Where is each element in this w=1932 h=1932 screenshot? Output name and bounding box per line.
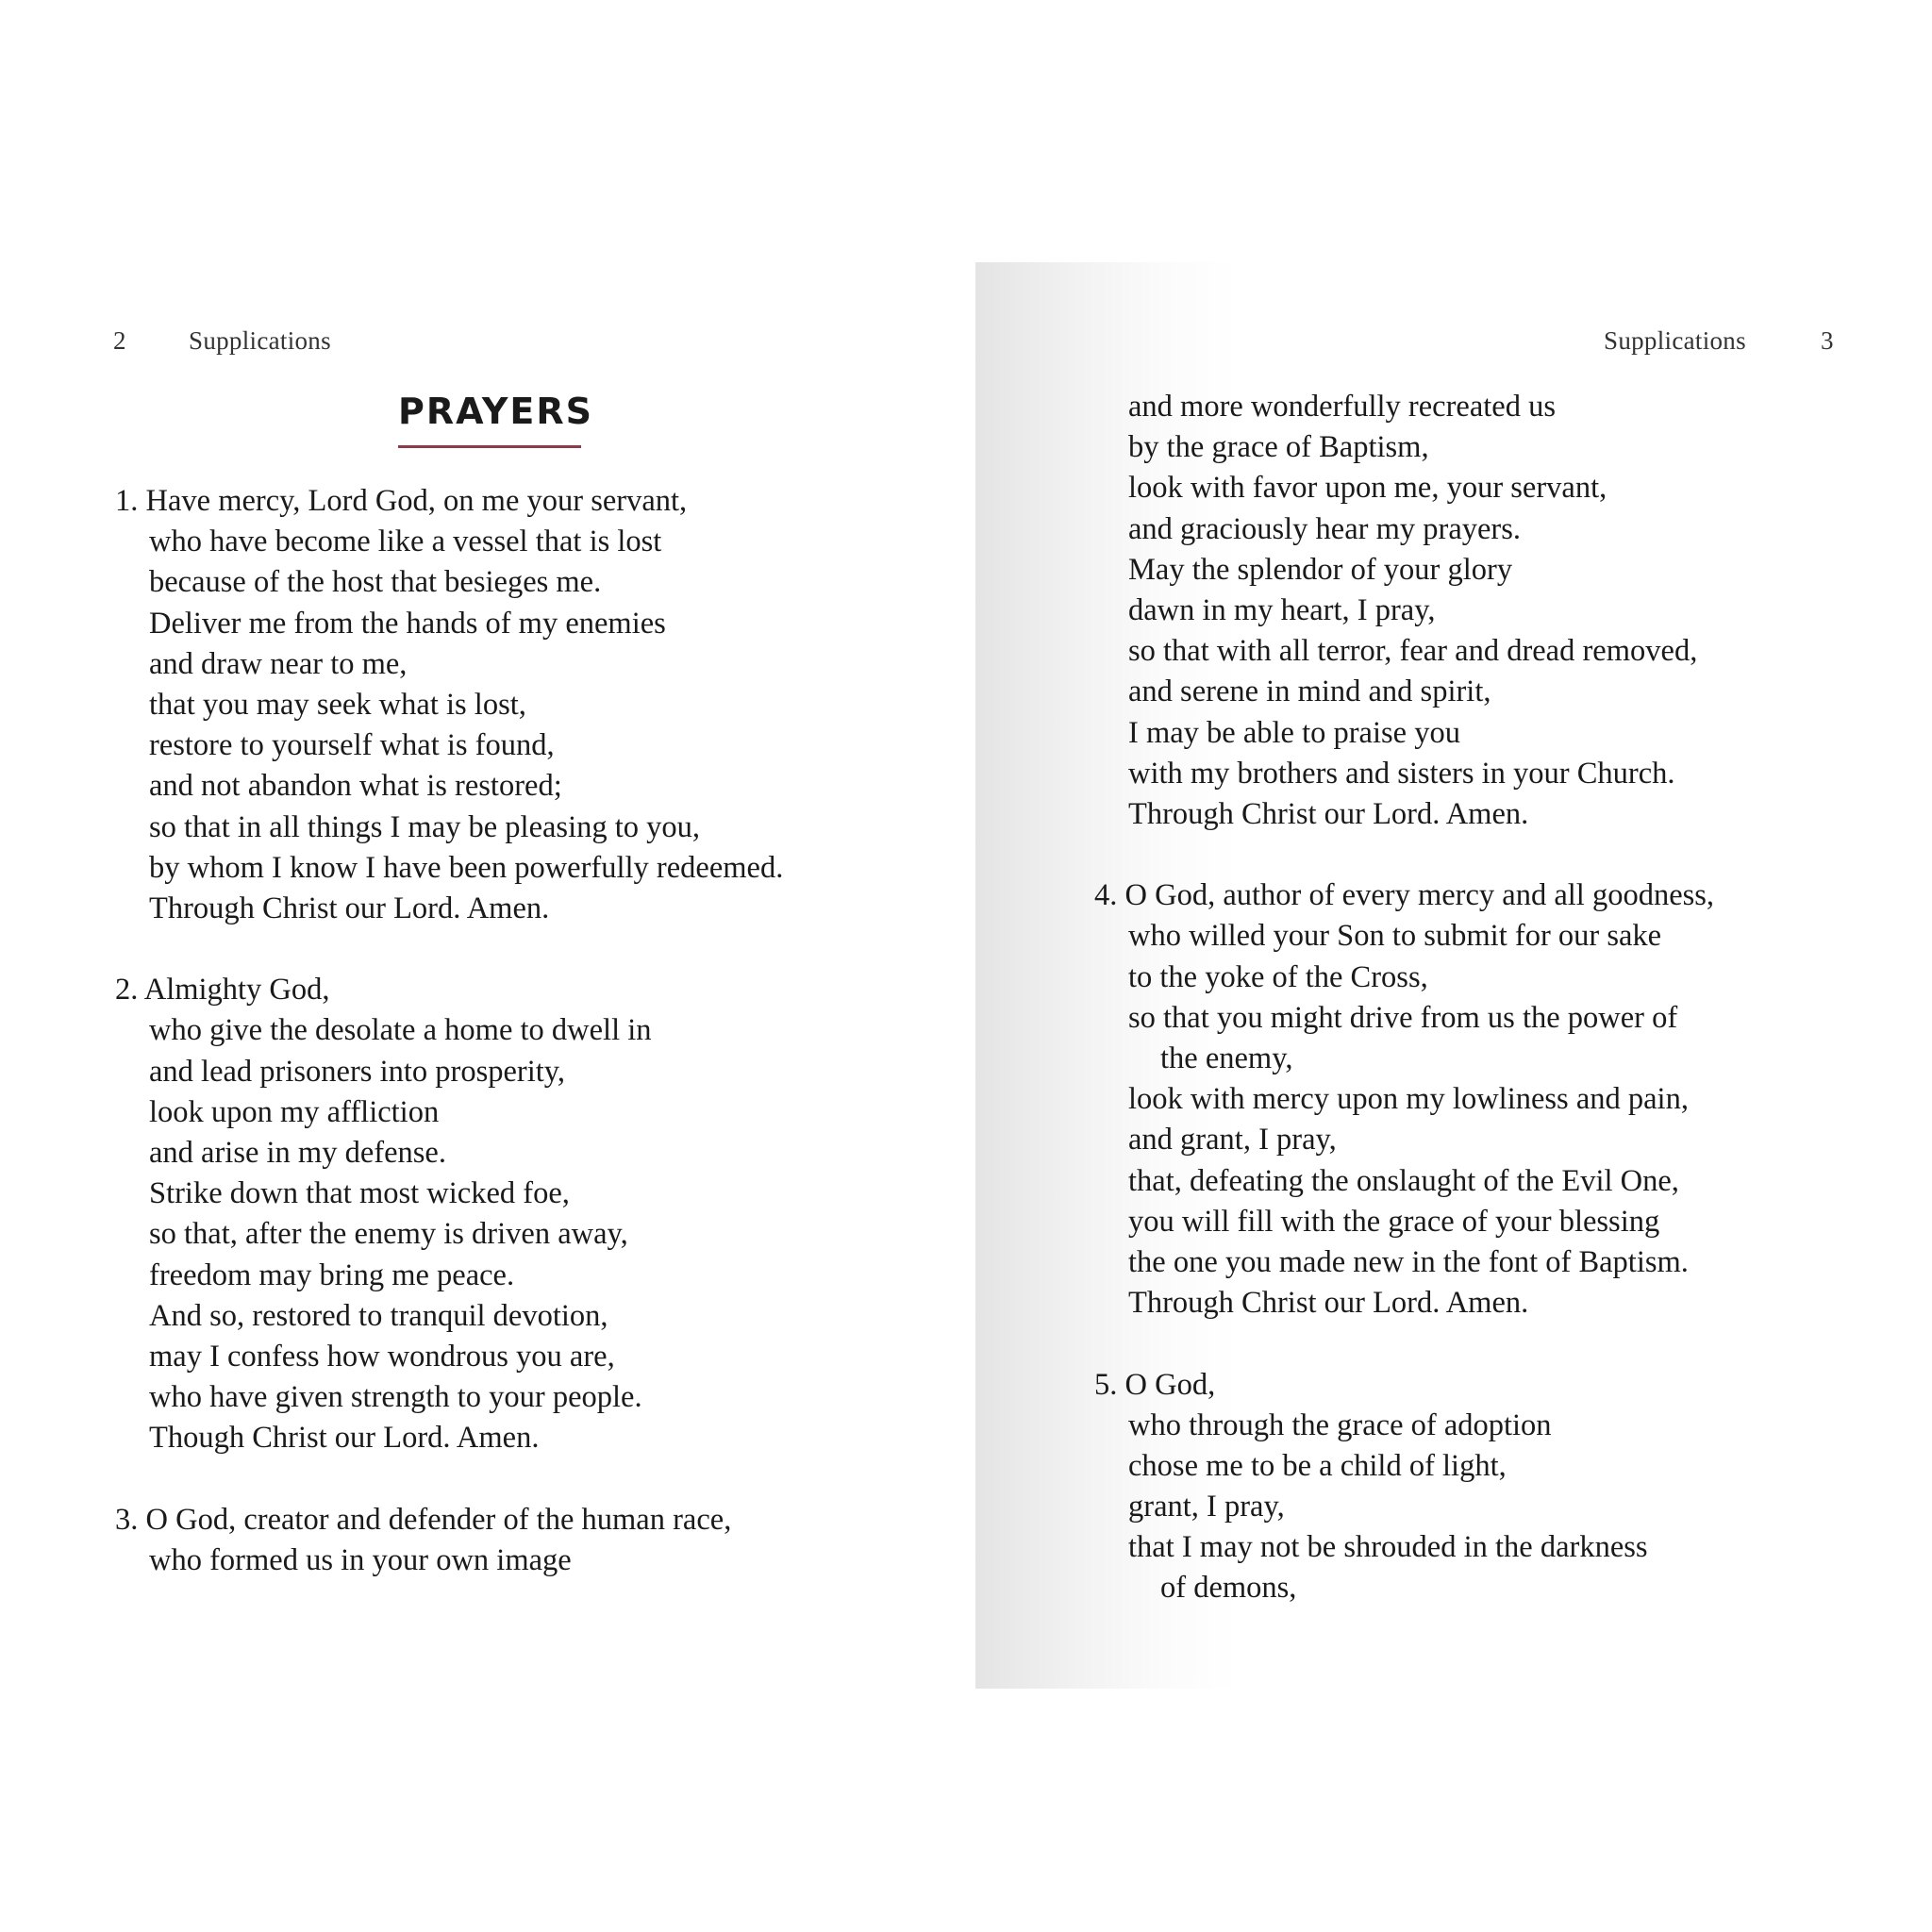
prayer-line: 3. O God, creator and defender of the human race, — [115, 1502, 732, 1537]
prayer-line: that, defeating the onslaught of the Evil One, — [1128, 1163, 1679, 1198]
prayer-number: 3. — [115, 1502, 139, 1537]
prayer-line: the one you made new in the font of Baptism. — [1128, 1244, 1689, 1279]
prayer-line: so that in all things I may be pleasing to you, — [149, 809, 701, 844]
prayer-line: by whom I know I have been powerfully redeemed. — [149, 850, 784, 885]
stanza-gap — [115, 929, 783, 970]
prayer-1 — [115, 481, 783, 929]
prayer-line: and arise in my defense. — [149, 1136, 446, 1170]
prayer-line: dawn in my heart, I pray, — [1128, 592, 1436, 627]
prayer-line: and graciously hear my prayers. — [1128, 511, 1522, 546]
prayer-number: 4. — [1094, 878, 1118, 913]
prayer-line: of demons, — [1160, 1571, 1297, 1606]
prayer-line: so that you might drive from us the power of — [1128, 1000, 1678, 1035]
prayer-line: who formed us in your own image — [149, 1542, 572, 1577]
prayer-line: so that with all terror, fear and dread removed, — [1128, 634, 1698, 669]
prayer-line: with my brothers and sisters in your Church. — [1128, 756, 1675, 791]
prayer-line: and lead prisoners into prosperity, — [149, 1054, 566, 1089]
prayer-3 — [115, 1500, 783, 1581]
prayer-line: look with mercy upon my lowliness and pain, — [1128, 1082, 1689, 1117]
running-head: Supplications — [189, 326, 331, 355]
stanza-gap — [1094, 1324, 1714, 1364]
prayer-line: who through the grace of adoption — [1128, 1407, 1552, 1442]
prayer-line: look with favor upon me, your servant, — [1128, 471, 1607, 506]
prayer-line: and more wonderfully recreated us — [1128, 390, 1557, 424]
prayer-4 — [1094, 875, 1714, 1324]
prayer-line: Through Christ our Lord. Amen. — [149, 891, 550, 925]
prayer-line: who give the desolate a home to dwell in — [149, 1013, 652, 1048]
prayer-line: and serene in mind and spirit, — [1128, 675, 1491, 709]
running-head: Supplications — [1604, 326, 1746, 355]
prayer-line: Through Christ our Lord. Amen. — [1128, 796, 1529, 831]
prayer-line: restore to yourself what is found, — [149, 728, 555, 763]
prayer-line: who have given strength to your people. — [149, 1380, 642, 1415]
prayer-number: 2. — [115, 973, 139, 1008]
prayer-line: And so, restored to tranquil devotion, — [149, 1298, 608, 1333]
prayer-line: 2. Almighty God, — [115, 973, 330, 1008]
prayer-line: 5. O God, — [1094, 1367, 1216, 1402]
prayer-number: 1. — [115, 484, 139, 518]
prayer-line: by the grace of Baptism, — [1128, 430, 1429, 465]
prayer-list-left — [115, 481, 783, 1581]
prayer-line: and grant, I pray, — [1128, 1123, 1337, 1158]
prayer-line: Deliver me from the hands of my enemies — [149, 606, 666, 641]
prayer-line: to the yoke of the Cross, — [1128, 959, 1428, 994]
page-number: 3 — [1821, 326, 1834, 355]
stanza-gap — [115, 1459, 783, 1500]
prayer-line: who willed your Son to submit for our sake — [1128, 919, 1662, 954]
prayer-line: so that, after the enemy is driven away, — [149, 1217, 628, 1252]
prayer-line: and draw near to me, — [149, 646, 408, 681]
prayer-line: 1. Have mercy, Lord God, on me your servant, — [115, 484, 688, 518]
prayer-line: you will fill with the grace of your blessing — [1128, 1204, 1660, 1239]
prayer-line: look upon my affliction — [149, 1094, 440, 1129]
title-underline — [398, 445, 581, 448]
prayer-line: freedom may bring me peace. — [149, 1257, 515, 1292]
prayer-line: may I confess how wondrous you are, — [149, 1339, 615, 1374]
prayer-line: 4. O God, author of every mercy and all goodness, — [1094, 878, 1715, 913]
prayer-line: the enemy, — [1160, 1041, 1293, 1075]
prayer-line: I may be able to praise you — [1128, 715, 1460, 750]
prayer-number: 5. — [1094, 1367, 1118, 1402]
prayer-5 — [1094, 1365, 1714, 1609]
prayer-line: because of the host that besieges me. — [149, 565, 602, 600]
prayer-line: and not abandon what is restored; — [149, 769, 562, 804]
page-title: PRAYERS — [398, 391, 593, 432]
prayer-line: that you may seek what is lost, — [149, 687, 526, 722]
prayer-line: Through Christ our Lord. Amen. — [1128, 1286, 1529, 1321]
prayer-line: Though Christ our Lord. Amen. — [149, 1421, 540, 1456]
prayer-line: that I may not be shrouded in the darkness — [1128, 1530, 1648, 1565]
prayer-list-right — [1094, 387, 1714, 1609]
page-number: 2 — [113, 326, 126, 355]
prayer-line: May the splendor of your glory — [1128, 552, 1513, 587]
prayer-3-continued — [1094, 387, 1714, 835]
prayer-2 — [115, 970, 783, 1458]
prayer-line: grant, I pray, — [1128, 1490, 1285, 1524]
prayer-line: who have become like a vessel that is lost — [149, 525, 662, 559]
prayer-line: chose me to be a child of light, — [1128, 1448, 1507, 1483]
prayer-line: Strike down that most wicked foe, — [149, 1176, 570, 1211]
stanza-gap — [1094, 835, 1714, 875]
